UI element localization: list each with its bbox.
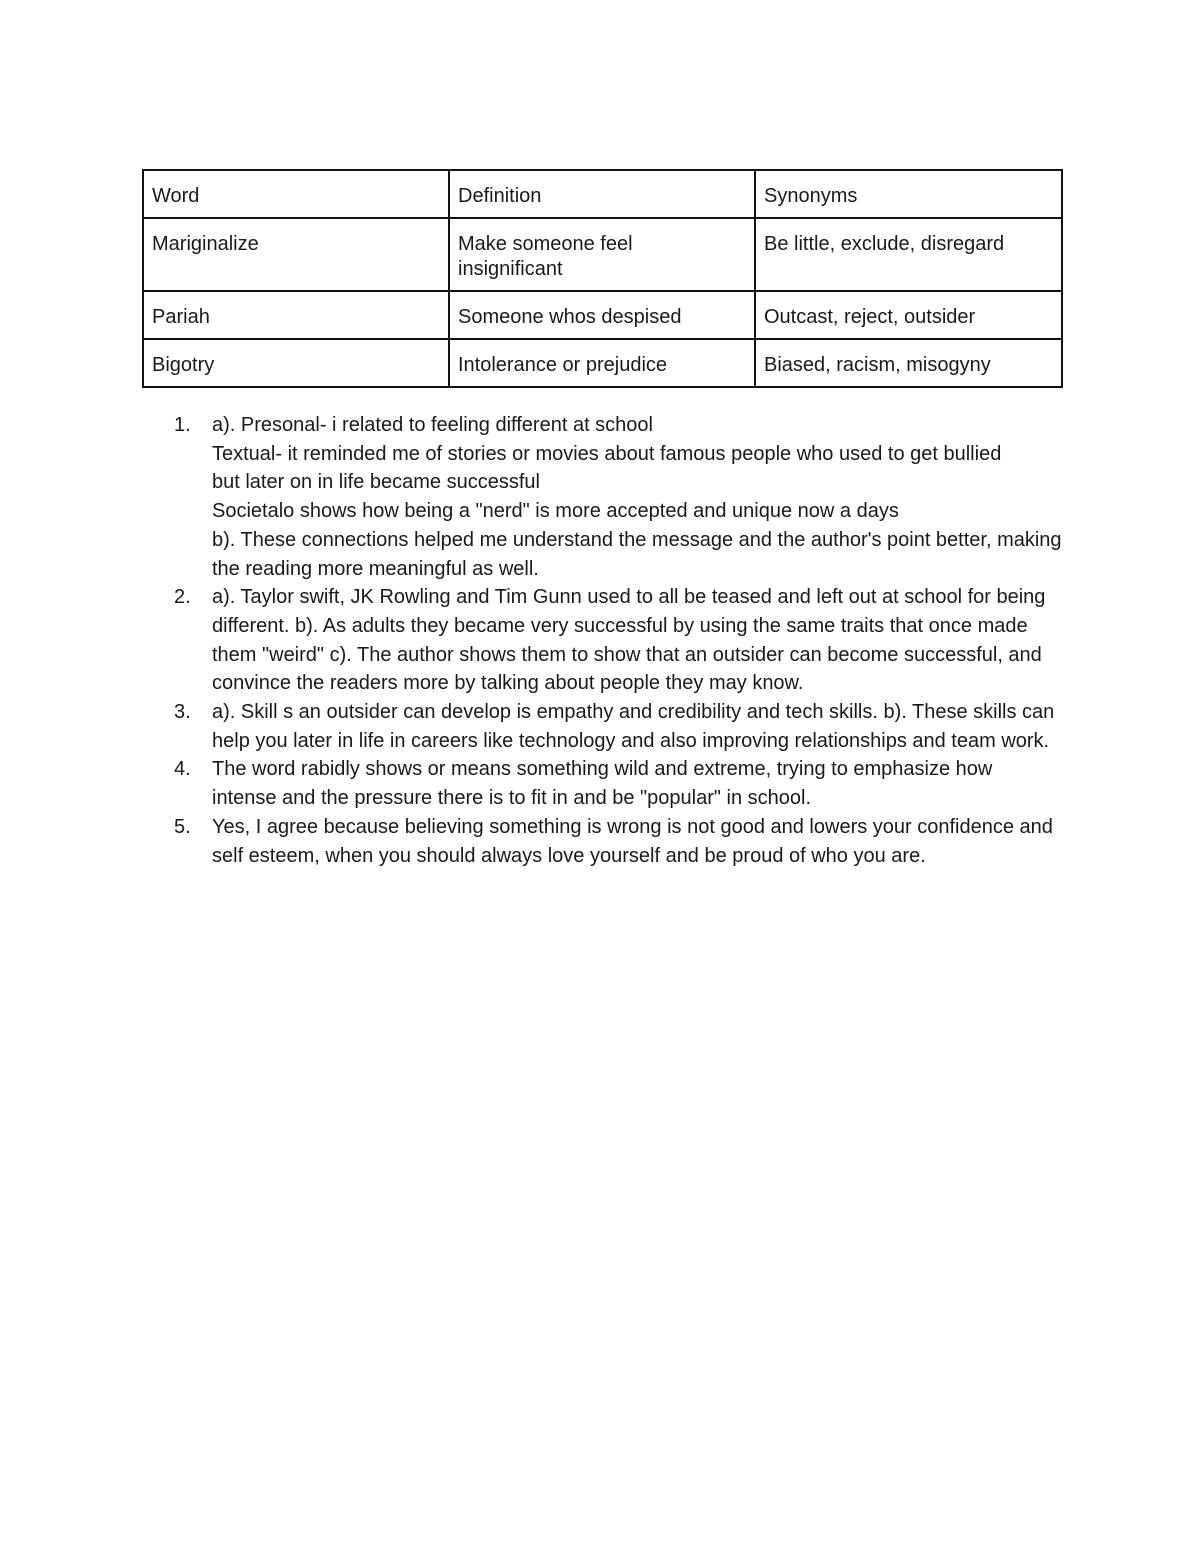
answer-list [162,411,1062,870]
cell-synonyms: Outcast, reject, outsider [755,291,1062,339]
item-number: 2. [174,586,191,609]
list-item [174,755,1062,812]
answer-text: a). Taylor swift, JK Rowling and Tim Gunn used to all be teased and left out at school for being different. b). As adults they became very successful by using the same traits that once made them "weird" c). The author shows them to show that an outsider can become successful, and convince the readers more by talking about people they may know. [212,586,1046,695]
answer-text: The word rabidly shows or means something wild and extreme, trying to emphasize how intense and the pressure there is to fit in and be "popular" in school. [212,758,993,810]
answer-text: Societalo shows how being a "nerd" is more accepted and unique now a days [212,500,899,523]
answer-text: Textual- it reminded me of stories or movies about famous people who used to get bullied but later on in life became successful [212,442,1002,494]
cell-synonyms: Biased, racism, misogyny [755,339,1062,387]
cell-word: Bigotry [143,339,449,387]
table-row [143,291,1062,339]
list-item [174,813,1062,870]
cell-word: Pariah [143,291,449,339]
answer-text: a). Presonal- i related to feeling different at school [212,414,653,436]
cell-definition: Someone whos despised [449,291,755,339]
list-item [174,698,1062,755]
item-number: 4. [174,758,191,781]
cell-definition: Make someone feel insignificant [449,218,755,291]
cell-word: Mariginalize [143,218,449,291]
cell-synonyms: Be little, exclude, disregard [755,218,1062,291]
item-number: 1. [174,414,191,436]
table-row [143,339,1062,387]
list-item [174,583,1062,698]
answer-text: b). These connections helped me understand the message and the author's point better, making the reading more meaningful as well. [212,528,1062,580]
table-row [143,218,1062,291]
cell-definition: Intolerance or prejudice [449,339,755,387]
item-number: 5. [174,815,191,838]
table-header-row [143,170,1062,218]
list-item [174,411,1062,583]
header-word: Word [143,170,449,218]
answer-text: Yes, I agree because believing something is wrong is not good and lowers your confidence and self esteem, when you should always love yourself and be proud of who you are. [212,815,1053,867]
vocabulary-table [142,169,1063,388]
item-number: 3. [174,701,191,724]
header-synonyms: Synonyms [755,170,1062,218]
answer-text: a). Skill s an outsider can develop is empathy and credibility and tech skills. b). These skills can help you later in life in careers like technology and also improving relationships and team work. [212,701,1055,752]
header-definition: Definition [449,170,755,218]
